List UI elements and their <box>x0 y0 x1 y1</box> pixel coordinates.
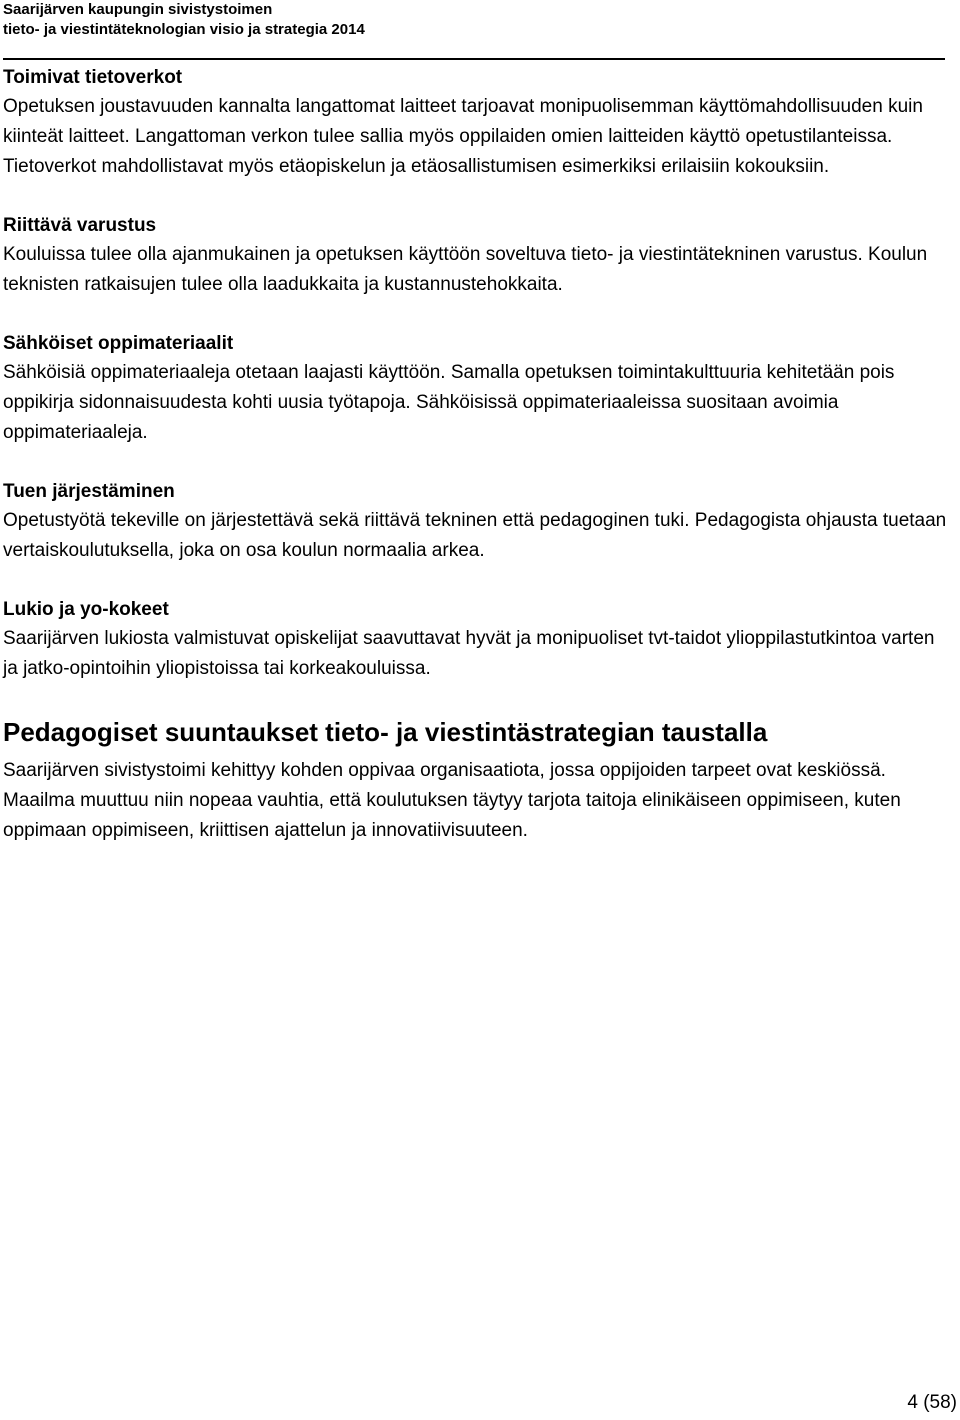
section-heading: Riittävä varustus <box>3 215 157 236</box>
section-heading: Toimivat tietoverkot <box>3 67 183 88</box>
page-content <box>3 64 948 846</box>
section-heading: Sähköiset oppimateriaalit <box>3 333 234 354</box>
section-paragraph: Saarijärven sivistystoimi kehittyy kohden oppivaa organisaatiota, jossa oppijoiden tarpeet ovat keskiössä. Maailma muuttuu niin nopeaa vauhtia, että koulutuksen täytyy tarjota taitoja elinikäiseen oppimiseen, kuten oppimaan oppimiseen, kriittisen ajattelun ja innovatiivisuuteen. <box>3 760 901 841</box>
section-paragraph: Kouluissa tulee olla ajanmukainen ja opetuksen käyttöön soveltuva tieto- ja viestintätekninen varustus. Koulun teknisten ratkaisujen tulee olla laadukkaita ja kustannustehokkaita. <box>3 244 928 295</box>
section-heading: Lukio ja yo-kokeet <box>3 599 169 620</box>
section-tuen-jarjestaminen <box>3 478 948 566</box>
section-sahkoiset-oppimateriaalit <box>3 330 948 448</box>
page-header <box>3 0 948 40</box>
header-organization: Saarijärven kaupungin sivistystoimen <box>3 1 273 18</box>
section-toimivat-tietoverkot <box>3 64 948 182</box>
header-document-title: tieto- ja viestintäteknologian visio ja strategia 2014 <box>3 21 365 38</box>
section-pedagogiset-suuntaukset <box>3 714 948 846</box>
section-spacer <box>3 182 948 212</box>
page-number: 4 (58) <box>907 1392 957 1413</box>
section-paragraph: Opetuksen joustavuuden kannalta langattomat laitteet tarjoavat monipuolisemman käyttömahdollisuuden kuin kiinteät laitteet. Langattoman verkon tulee sallia myös oppilaiden omien laitteiden käyttö opetustilanteissa. Tietoverkot mahdollistavat myös etäopiskelun ja etäosallistumisen esimerkiksi erilaisiin kokouksiin. <box>3 96 923 177</box>
section-spacer <box>3 566 948 596</box>
main-heading: Pedagogiset suuntaukset tieto- ja viestintästrategian taustalla <box>3 717 768 747</box>
section-paragraph: Saarijärven lukiosta valmistuvat opiskelijat saavuttavat hyvät ja monipuoliset tvt-taidot ylioppilastutkintoa varten ja jatko-opintoihin yliopistoissa tai korkeakouluissa. <box>3 628 935 679</box>
section-riittava-varustus <box>3 212 948 300</box>
section-paragraph: Opetustyötä tekeville on järjestettävä sekä riittävä tekninen että pedagoginen tuki. Pedagogista ohjausta tuetaan vertaiskoulutuksella, joka on osa koulun normaalia arkea. <box>3 510 947 561</box>
header-divider <box>3 58 945 60</box>
section-spacer <box>3 684 948 714</box>
section-spacer <box>3 300 948 330</box>
section-lukio-ja-yo-kokeet <box>3 596 948 684</box>
section-spacer <box>3 448 948 478</box>
section-paragraph: Sähköisiä oppimateriaaleja otetaan laajasti käyttöön. Samalla opetuksen toimintakulttuuria kehitetään pois oppikirja sidonnaisuudesta kohti uusia työtapoja. Sähköisissä oppimateriaaleissa suositaan avoimia oppimateriaaleja. <box>3 362 895 443</box>
section-heading: Tuen järjestäminen <box>3 481 175 502</box>
